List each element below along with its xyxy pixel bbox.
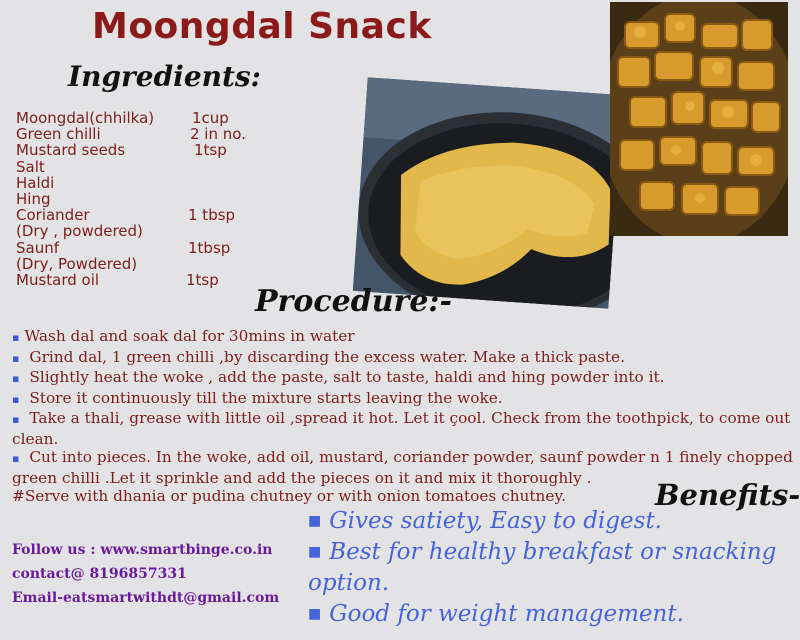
bullet-icon: ▪ bbox=[12, 413, 20, 426]
ingredient-item: Salt bbox=[16, 157, 45, 176]
follow-us-link[interactable]: Follow us : www.smartbinge.co.in bbox=[12, 542, 273, 558]
serve-note: #Serve with dhania or pudina chutney or with onion tomatoes chutney. bbox=[12, 487, 566, 505]
procedure-step: ▪ Take a thali, grease with little oil ,spread it hot. Let it çool. Check from the toothpick, to come out clean. bbox=[12, 409, 791, 448]
ingredient-item: Moongdal(chhilka) 1cup bbox=[16, 109, 229, 127]
ingredient-item: Coriander 1 tbsp bbox=[16, 206, 236, 225]
paste-plate-photo bbox=[353, 77, 623, 308]
procedure-heading: Procedure:- bbox=[255, 284, 452, 319]
ingredient-item: Saunf 1tbsp bbox=[16, 238, 231, 257]
bullet-icon: ■ bbox=[308, 606, 322, 622]
bullet-icon: ▪ bbox=[12, 452, 20, 465]
ingredient-item: Hing bbox=[16, 189, 51, 208]
procedure-step: ▪ Cut into pieces. In the woke, add oil, mustard, coriander powder, saunf powder n 1 finely chopped green chilli .Let it sprinkle and add the pieces on it and mix it thoroughly . bbox=[12, 448, 793, 487]
contact-email[interactable]: Email-eatsmartwithdt@gmail.com bbox=[12, 590, 280, 606]
ingredient-item: Mustard seeds 1tsp bbox=[16, 141, 227, 160]
bullet-icon: ▪ bbox=[12, 392, 20, 406]
benefits-heading: Benefits- bbox=[655, 478, 800, 512]
procedure-step: ▪ Wash dal and soak dal for 30mins in water bbox=[12, 327, 355, 345]
procedure-step: ▪ Grind dal, 1 green chilli ,by discarding the excess water. Make a thick paste. bbox=[12, 347, 625, 366]
bullet-icon: ■ bbox=[308, 544, 322, 560]
bullet-icon: ■ bbox=[308, 513, 322, 529]
bullet-icon: ▪ bbox=[12, 372, 20, 385]
ingredient-item: (Dry, Powdered) bbox=[16, 254, 138, 273]
benefit-item: ■ Best for healthy breakfast or snacking option. bbox=[308, 539, 777, 596]
ingredients-list bbox=[16, 110, 316, 288]
recipe-title: Moongdal Snack bbox=[92, 6, 432, 47]
procedure-step: ▪ Store it continuously till the mixture starts leaving the woke. bbox=[12, 388, 503, 407]
fried-snack-photo bbox=[610, 2, 788, 236]
bullet-icon: ▪ bbox=[12, 351, 20, 365]
bullet-icon: ▪ bbox=[12, 331, 20, 344]
benefit-item: ■ Good for weight management. bbox=[308, 601, 684, 627]
paste-plate-image bbox=[353, 77, 623, 308]
ingredient-item: Green chilli 2 in no. bbox=[16, 125, 246, 144]
ingredient-item: (Dry , powdered) bbox=[16, 222, 143, 241]
contact-phone: contact@ 8196857331 bbox=[12, 566, 187, 582]
ingredient-item: Haldi bbox=[16, 173, 55, 192]
fried-snack-image bbox=[610, 2, 788, 236]
ingredient-item: Mustard oil 1tsp bbox=[16, 270, 219, 289]
contact-block bbox=[12, 538, 279, 610]
benefit-item: ■ Gives satiety, Easy to digest. bbox=[308, 508, 662, 534]
procedure-step: ▪ Slightly heat the woke , add the paste, salt to taste, haldi and hing powder into it. bbox=[12, 368, 665, 386]
benefits-list bbox=[308, 506, 788, 630]
ingredients-heading: Ingredients: bbox=[68, 60, 262, 93]
